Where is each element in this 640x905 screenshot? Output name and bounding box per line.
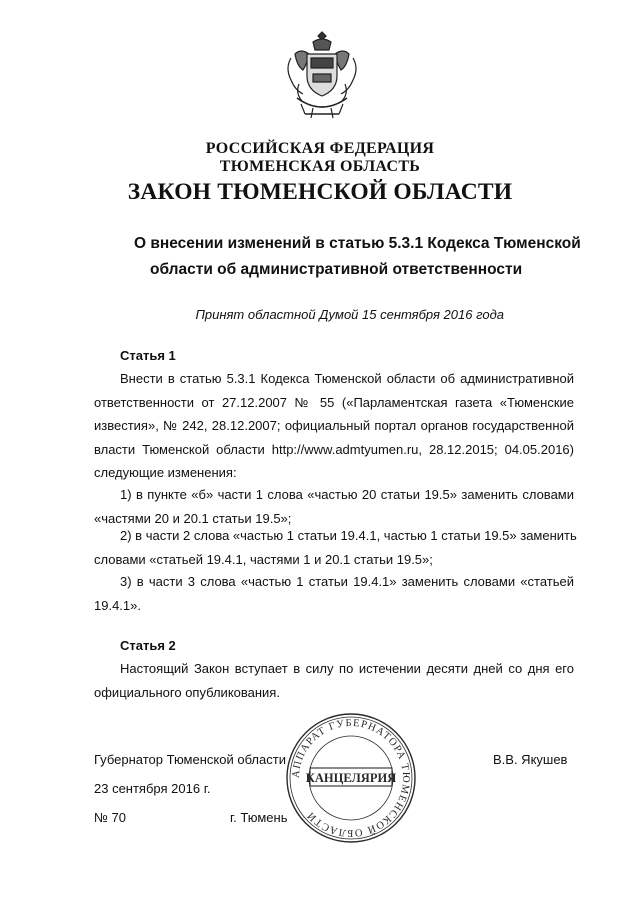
article-1-item-2 bbox=[94, 524, 577, 571]
text-line: «частями 20 и 20.1 статьи 19.5»; bbox=[94, 510, 292, 526]
text-line: Внести в статью 5.3.1 Кодекса Тюменской области об административной bbox=[120, 371, 574, 386]
text-line: 1) в пункте «б» части 1 слова «частью 20 статьи 19.5» заменить словами bbox=[120, 487, 574, 502]
article-2-text bbox=[94, 657, 574, 704]
article-1-item-1 bbox=[94, 483, 574, 530]
text-line: словами «статьей 19.4.1, частями 1 и 20.1 статьи 19.5»; bbox=[94, 551, 433, 567]
signer-name: В.В. Якушев bbox=[493, 752, 568, 767]
law-title-line-2: области об административной ответственности bbox=[150, 261, 523, 278]
article-2-heading: Статья 2 bbox=[120, 638, 176, 653]
article-1-item-3 bbox=[94, 570, 574, 617]
official-seal-stamp bbox=[284, 711, 418, 845]
text-line: 3) в части 3 слова «частью 1 статьи 19.4.1» заменить словами «статьей bbox=[120, 574, 574, 589]
text-line: ответственности от 27.12.2007 № 55 («Парламентская газета «Тюменские bbox=[94, 394, 574, 410]
text-line: следующие изменения: bbox=[94, 465, 237, 480]
header-country: РОССИЙСКАЯ ФЕДЕРАЦИЯ bbox=[205, 140, 435, 157]
article-1-intro bbox=[94, 367, 574, 485]
text-line: официального опубликования. bbox=[94, 684, 280, 700]
header-region: ТЮМЕНСКАЯ ОБЛАСТЬ bbox=[219, 158, 421, 175]
signatory-title: Губернатор Тюменской области bbox=[94, 752, 286, 767]
article-1-heading: Статья 1 bbox=[120, 348, 176, 363]
coat-of-arms-emblem bbox=[283, 28, 361, 122]
text-line: 2) в части 2 слова «частью 1 статьи 19.4.1, частью 1 статьи 19.5» заменить bbox=[120, 528, 577, 543]
law-title-line-1: О внесении изменений в статью 5.3.1 Кодекса Тюменской bbox=[134, 235, 581, 252]
text-line: известия», № 242, 28.12.2007; официальный портал органов государственной bbox=[94, 418, 574, 433]
seal-center-text: КАНЦЕЛЯРИЯ bbox=[305, 771, 397, 785]
law-type-heading: ЗАКОН ТЮМЕНСКОЙ ОБЛАСТИ bbox=[127, 179, 513, 205]
adoption-note: Принят областной Думой 15 сентября 2016 года bbox=[195, 307, 504, 322]
signing-date: 23 сентября 2016 г. bbox=[94, 781, 211, 796]
signing-city: г. Тюмень bbox=[230, 810, 288, 825]
text-line: Настоящий Закон вступает в силу по истечении десяти дней со дня его bbox=[120, 661, 574, 676]
law-number: № 70 bbox=[94, 810, 127, 825]
text-line: 19.4.1». bbox=[94, 597, 141, 613]
text-line: власти Тюменской области http://www.admtyumen.ru, 28.12.2015; 04.05.2016) bbox=[94, 441, 574, 457]
seal-ring-text: АППАРАТ ГУБЕРНАТОРА ТЮМЕНСКОЙ ОБЛАСТИ bbox=[290, 717, 412, 839]
